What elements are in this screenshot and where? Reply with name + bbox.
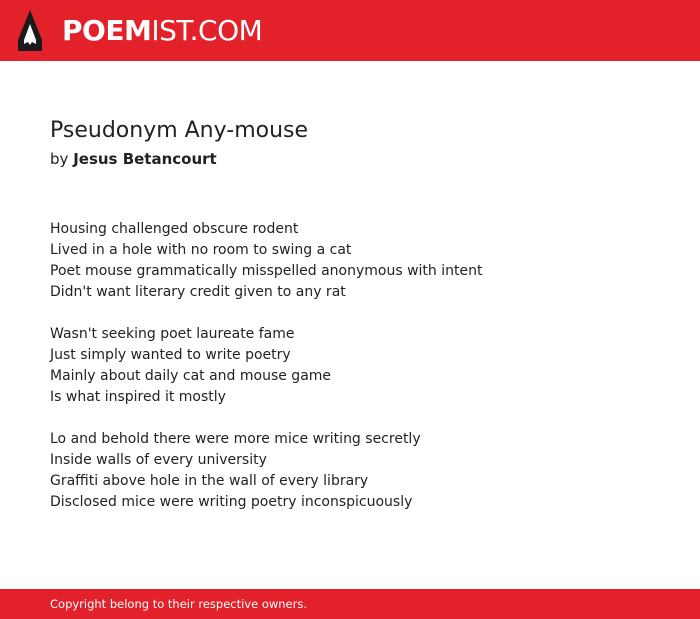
poem-line: Disclosed mice were writing poetry inconspicuously	[50, 494, 413, 510]
author-name: Jesus Betancourt	[73, 150, 217, 168]
poem-line: Mainly about daily cat and mouse game	[50, 368, 332, 384]
poem-line: Poet mouse grammatically misspelled anonymous with intent	[50, 263, 483, 279]
poem-line: Is what inspired it mostly	[50, 389, 226, 405]
site-header	[0, 0, 700, 61]
poem-line: Housing challenged obscure rodent	[50, 221, 299, 237]
by-label: by	[50, 150, 69, 168]
logo-bold-text: POEM	[62, 14, 152, 47]
poem-line: Lived in a hole with no room to swing a cat	[50, 242, 352, 258]
poem-line: Just simply wanted to write poetry	[50, 347, 291, 363]
copyright-text: Copyright belong to their respective owners.	[50, 597, 308, 611]
logo-light-text: IST.COM	[151, 14, 263, 47]
poem-line: Inside walls of every university	[50, 452, 267, 468]
poem-line: Wasn't seeking poet laureate fame	[50, 326, 295, 342]
poem-line: Didn't want literary credit given to any rat	[50, 284, 346, 300]
poem-byline	[50, 149, 217, 169]
site-logo-link[interactable]	[62, 13, 262, 49]
poem-line: Lo and behold there were more mice writing secretly	[50, 431, 421, 447]
poem-title: Pseudonym Any-mouse	[50, 118, 309, 143]
stanza	[50, 219, 650, 303]
stanza	[50, 429, 650, 513]
poem-line: Graffiti above hole in the wall of every library	[50, 473, 369, 489]
poem-body	[50, 219, 650, 534]
stanza	[50, 324, 650, 408]
site-footer	[0, 589, 700, 619]
pencil-tip-icon[interactable]	[18, 10, 42, 51]
